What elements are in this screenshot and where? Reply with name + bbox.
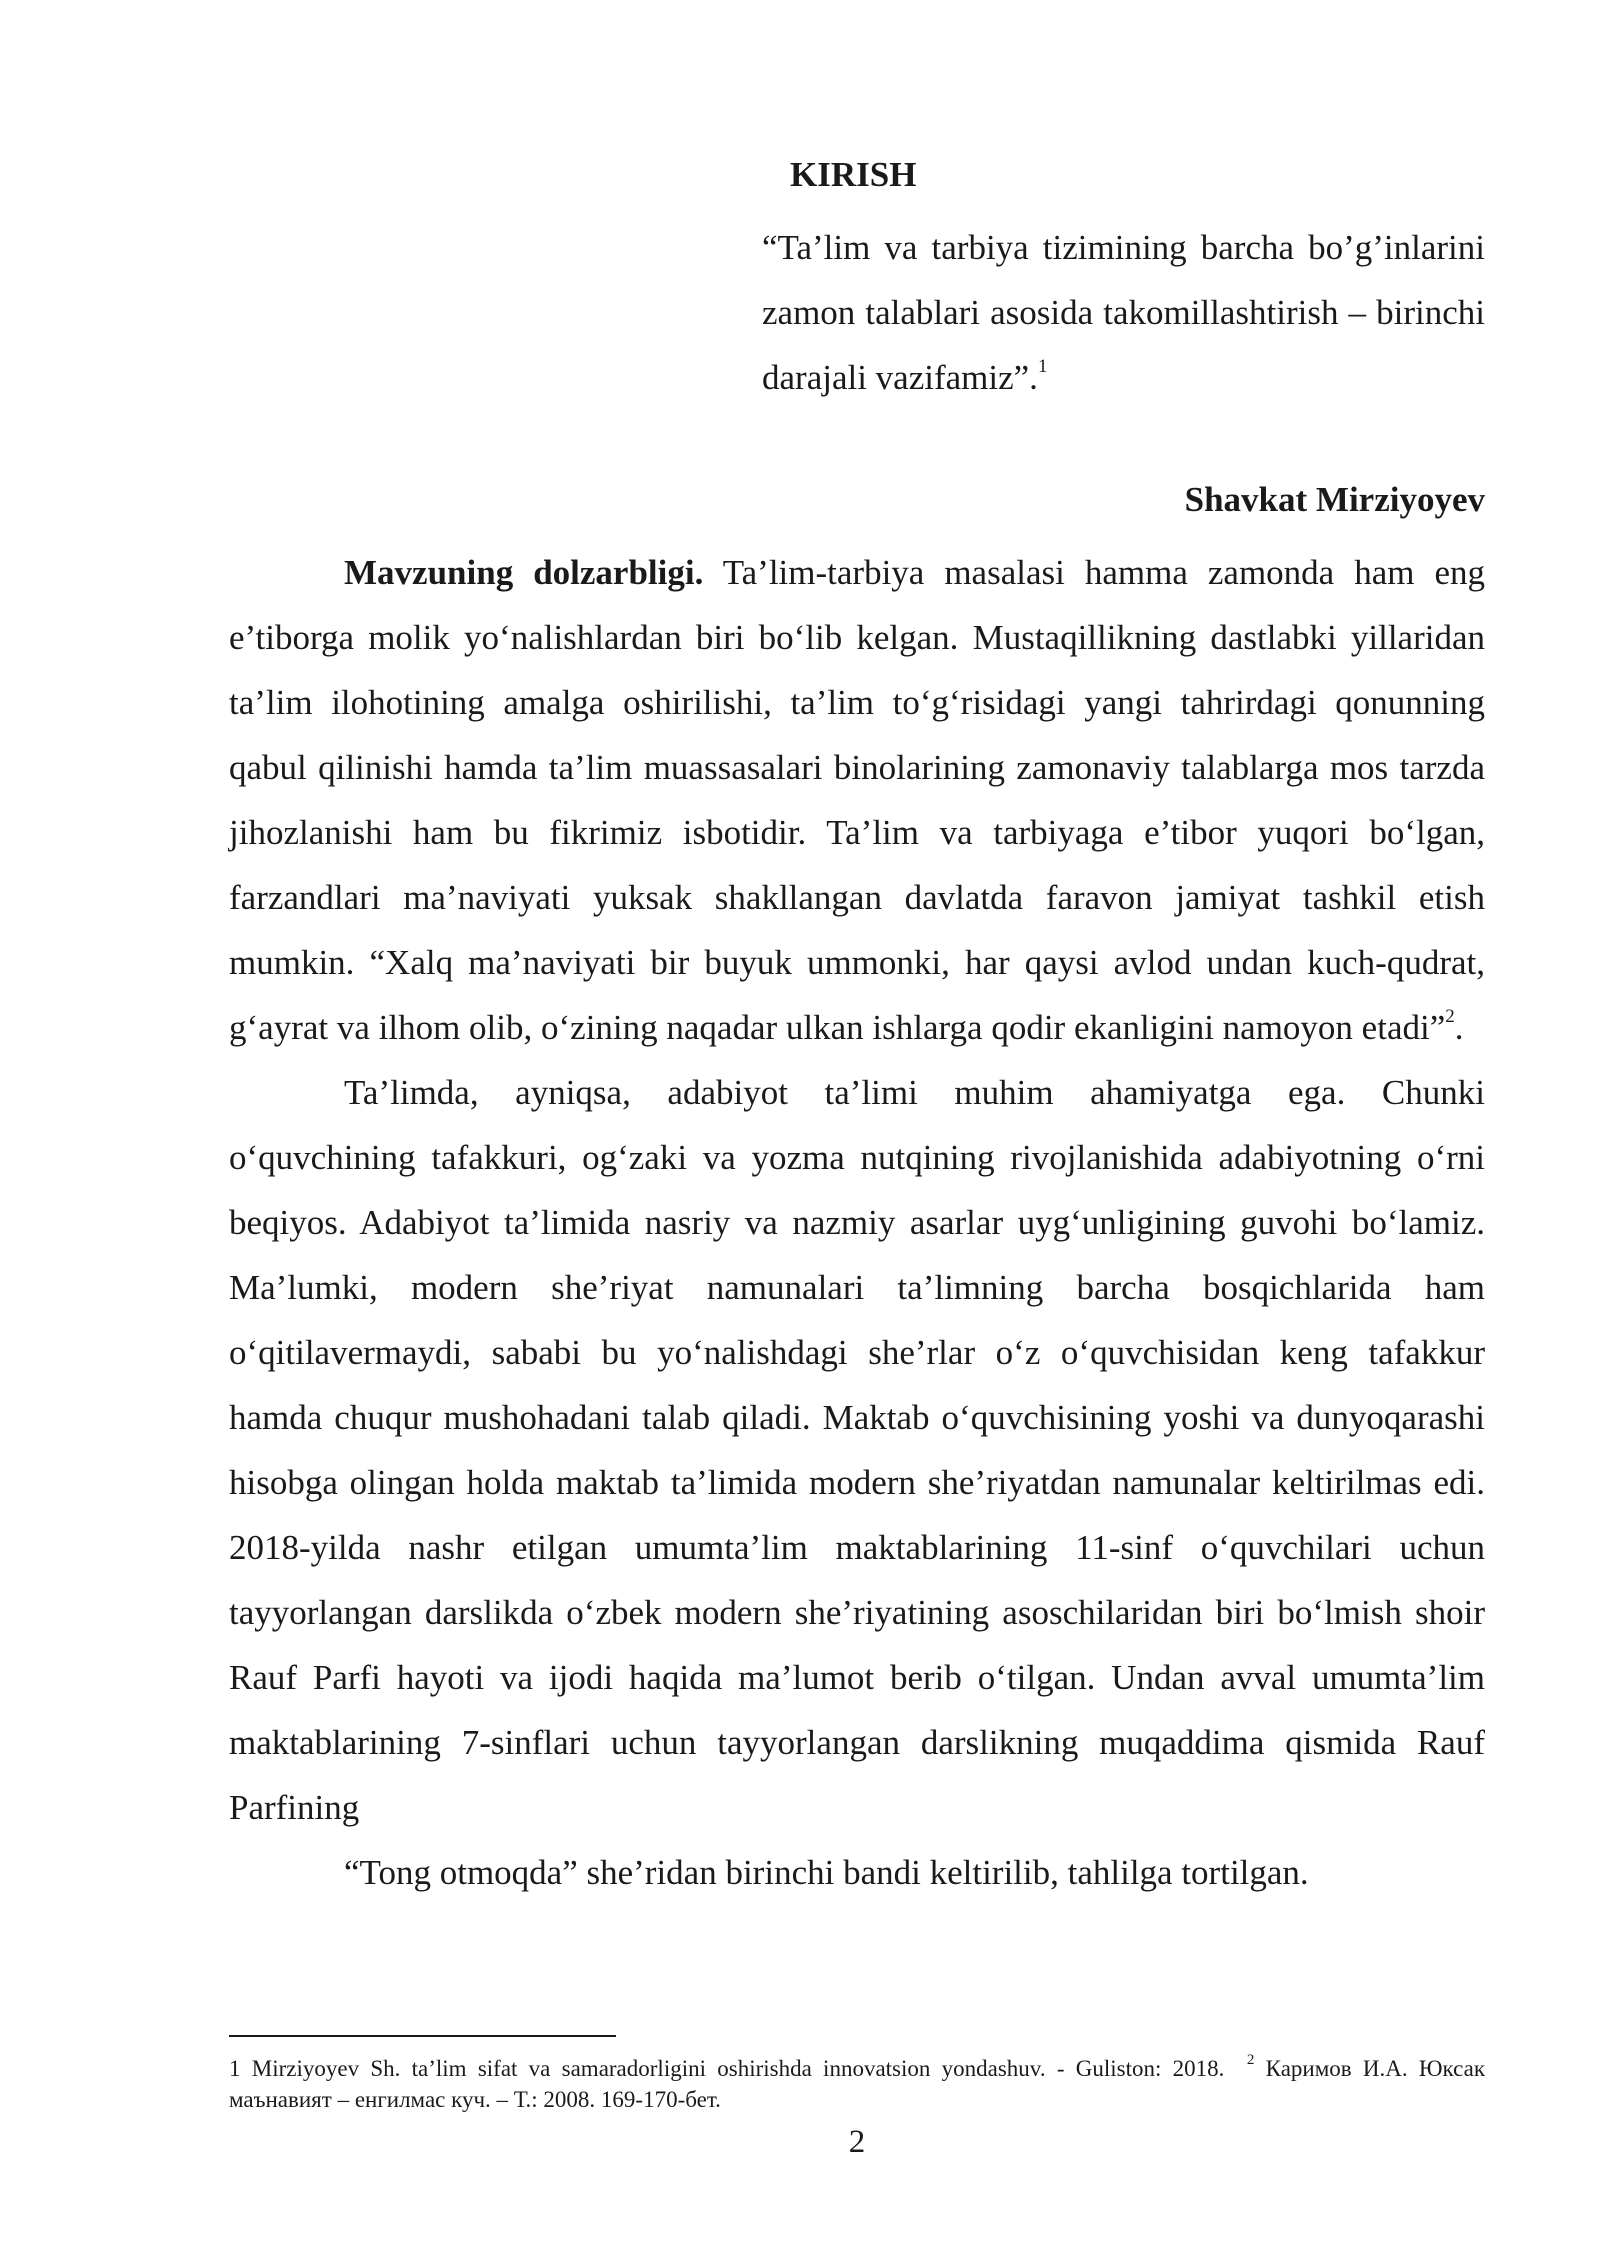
page-number: 2 <box>848 2124 866 2160</box>
footnote-separator <box>229 2035 616 2037</box>
body-text <box>229 540 1485 1905</box>
epigraph-text: “Ta’lim va tarbiya tizimining barcha bo’g’inlarini zamon talablari asosida takomillashtirish – birinchi darajali vazifamiz”. <box>762 228 1485 397</box>
paragraph-poem: “Tong otmoqda” she’ridan birinchi bandi keltirilib, tahlilga tortilgan. <box>344 1853 1309 1892</box>
footnote-2: Каримов И.А. Юксак маънавият – енгилмас куч. – Т.: 2008. 169-170-бет. <box>229 2056 1486 2112</box>
footnote-2-mark: 2 <box>1246 2052 1255 2069</box>
paragraph-text: Ta’lim-tarbiya masalasi hamma zamonda ham eng e’tiborga molik yo‘nalishlardan biri bo‘lib kelgan. Mustaqillikning dastlabki yillaridan ta’lim ilohotining amalga oshirilishi, ta’lim to‘g‘risidagi yangi tahrirdagi qonunning qabul qilinishi hamda ta’lim muassasalari binolarining zamonaviy talablarga mos tarzda jihozlanishi ham bu fikrimiz isbotidir. Ta’lim va tarbiyaga e’tibor yuqori bo‘lgan, farzandlari ma’naviyati yuksak shakllangan davlatda faravon jamiyat tashkil etish mumkin. “Xalq ma’naviyati bir buyuk ummonki, har qaysi avlod undan kuch-qudrat, g‘ayrat va ilhom olib, o‘zining naqadar ulkan ishlarga qodir ekanligini namoyon etadi” <box>229 553 1485 1047</box>
epigraph-quote <box>762 215 1485 410</box>
paragraph-end: . <box>1454 1008 1464 1047</box>
epigraph-author: Shavkat Mirziyoyev <box>1184 480 1485 519</box>
footnote-ref-1[interactable]: 1 <box>1037 356 1048 378</box>
paragraph-literature: Ta’limda, ayniqsa, adabiyot ta’limi muhim ahamiyatga ega. Chunki o‘quvchining tafakkuri, og‘zaki va yozma nutqining rivojlanishida adabiyotning o‘rni beqiyos. Adabiyot ta’limida nasriy va nazmiy asarlar uyg‘unligining guvohi bo‘lamiz. Ma’lumki, modern she’riyat namunalari ta’limning barcha bosqichlarida ham o‘qitilavermaydi, sababi bu yo‘nalishdagi she’rlar o‘z o‘quvchisidan keng tafakkur hamda chuqur mushohadani talab qiladi. Maktab o‘quvchisining yoshi va dunyoqarashi hisobga olingan holda maktab ta’limida modern she’riyatdan namunalar keltirilmas edi. 2018-yilda nashr etilgan umumta’lim maktablarining 11-sinf o‘quvchilari uchun tayyorlangan darslikda o‘zbek modern she’riyatining asoschilaridan biri bo‘lmish shoir Rauf Parfi hayoti va ijodi haqida ma’lumot berib o‘tilgan. Undan avval umumta’lim maktablarining 7-sinflari uchun tayyorlangan darslikning muqaddima qismida Rauf Parfining <box>229 1073 1485 1827</box>
footnotes <box>229 2053 1485 2115</box>
footnote-ref-2[interactable]: 2 <box>1445 1006 1455 1028</box>
paragraph-lead: Mavzuning dolzarbligi. <box>344 553 704 592</box>
footnote-1: 1 Mirziyoyev Sh. ta’lim sifat va samaradorligini oshirishda innovatsion yondashuv. - Guliston: 2018. <box>229 2056 1225 2081</box>
section-heading: KIRISH <box>790 155 917 194</box>
paragraph-relevance <box>229 540 1485 1060</box>
